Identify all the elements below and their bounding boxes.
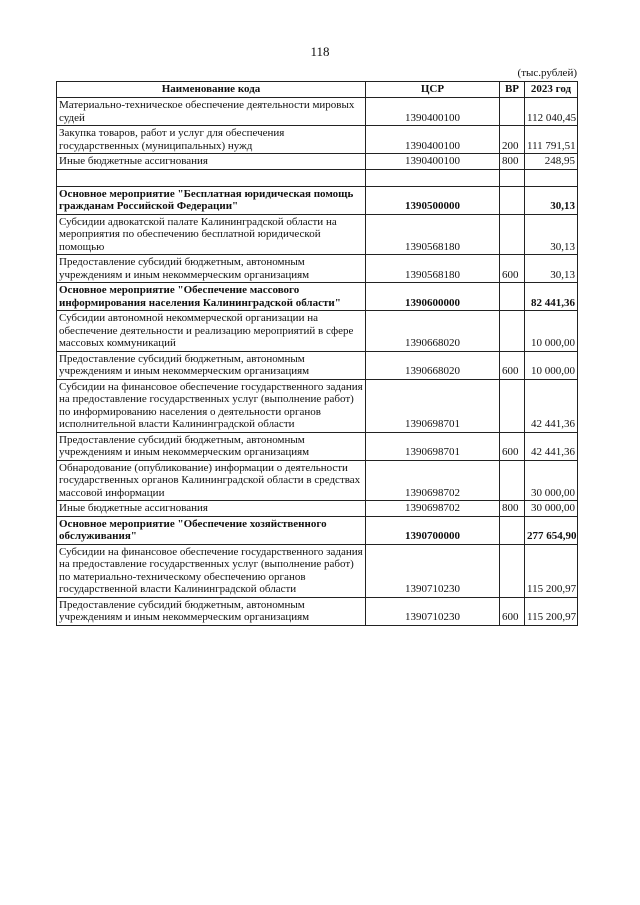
cell-vr [500, 214, 525, 255]
cell-vr: 200 [500, 126, 525, 154]
cell-csr: 1390668020 [366, 351, 500, 379]
cell-amount: 82 441,36 [525, 283, 578, 311]
cell-csr: 1390698702 [366, 501, 500, 517]
cell-name: Обнародование (опубликование) информации о деятельности государственных органов Калининградской области в средствах массовой информации [57, 460, 366, 501]
cell-name: Иные бюджетные ассигнования [57, 154, 366, 170]
cell-amount: 111 791,51 [525, 126, 578, 154]
table-row [57, 501, 578, 517]
cell-csr: 1390698701 [366, 379, 500, 432]
spacer-cell [57, 169, 366, 186]
cell-csr: 1390668020 [366, 311, 500, 352]
cell-vr: 800 [500, 154, 525, 170]
table-row [57, 283, 578, 311]
cell-name: Основное мероприятие "Обеспечение хозяйственного обслуживания" [57, 516, 366, 544]
cell-amount: 277 654,90 [525, 516, 578, 544]
table-row [57, 154, 578, 170]
table-row [57, 98, 578, 126]
cell-csr: 1390500000 [366, 186, 500, 214]
cell-name: Закупка товаров, работ и услуг для обеспечения государственных (муниципальных) нужд [57, 126, 366, 154]
header-amount: 2023 год [525, 82, 578, 98]
cell-amount: 10 000,00 [525, 351, 578, 379]
spacer-cell [500, 169, 525, 186]
page-number: 118 [310, 44, 330, 59]
cell-amount: 30,13 [525, 255, 578, 283]
cell-amount: 10 000,00 [525, 311, 578, 352]
cell-vr [500, 460, 525, 501]
cell-name: Предоставление субсидий бюджетным, автономным учреждениям и иным некоммерческим организациям [57, 255, 366, 283]
cell-name: Предоставление субсидий бюджетным, автономным учреждениям и иным некоммерческим организациям [57, 432, 366, 460]
table-row [57, 255, 578, 283]
cell-vr [500, 186, 525, 214]
cell-amount: 30,13 [525, 186, 578, 214]
cell-csr: 1390400100 [366, 98, 500, 126]
table-row [57, 126, 578, 154]
table-row [57, 311, 578, 352]
table-header-row [57, 82, 578, 98]
header-vr: ВР [500, 82, 525, 98]
cell-name: Основное мероприятие "Бесплатная юридическая помощь гражданам Российской Федерации" [57, 186, 366, 214]
table-row [57, 186, 578, 214]
cell-csr: 1390700000 [366, 516, 500, 544]
cell-name: Иные бюджетные ассигнования [57, 501, 366, 517]
table-row [57, 379, 578, 432]
cell-vr: 600 [500, 432, 525, 460]
cell-vr: 600 [500, 351, 525, 379]
cell-amount: 42 441,36 [525, 379, 578, 432]
table-row [57, 351, 578, 379]
table-row [57, 516, 578, 544]
table-row [57, 597, 578, 625]
cell-vr [500, 379, 525, 432]
cell-vr [500, 544, 525, 597]
header-name: Наименование кода [57, 82, 366, 98]
cell-amount: 115 200,97 [525, 544, 578, 597]
cell-name: Субсидии автономной некоммерческой организации на обеспечение деятельности и реализацию мероприятий в сфере массовых коммуникаций [57, 311, 366, 352]
cell-amount: 248,95 [525, 154, 578, 170]
cell-csr: 1390710230 [366, 544, 500, 597]
cell-csr: 1390568180 [366, 255, 500, 283]
cell-csr: 1390698702 [366, 460, 500, 501]
cell-vr: 800 [500, 501, 525, 517]
table-row [57, 460, 578, 501]
cell-vr [500, 283, 525, 311]
cell-csr: 1390400100 [366, 154, 500, 170]
cell-csr: 1390710230 [366, 597, 500, 625]
cell-amount: 30,13 [525, 214, 578, 255]
table-row [57, 432, 578, 460]
cell-vr: 600 [500, 255, 525, 283]
cell-amount: 30 000,00 [525, 460, 578, 501]
header-csr: ЦСР [366, 82, 500, 98]
cell-csr: 1390698701 [366, 432, 500, 460]
cell-name: Предоставление субсидий бюджетным, автономным учреждениям и иным некоммерческим организациям [57, 351, 366, 379]
cell-vr: 600 [500, 597, 525, 625]
spacer-row [57, 169, 578, 186]
cell-name: Субсидии на финансовое обеспечение государственного задания на предоставление государственных услуг (выполнение работ) по материально-техническому обеспечению органов государственной власти Калининградской области [57, 544, 366, 597]
budget-table [56, 81, 578, 626]
cell-name: Основное мероприятие "Обеспечение массового информирования населения Калининградской области" [57, 283, 366, 311]
cell-amount: 30 000,00 [525, 501, 578, 517]
cell-vr [500, 311, 525, 352]
cell-csr: 1390400100 [366, 126, 500, 154]
cell-vr [500, 98, 525, 126]
table-row [57, 544, 578, 597]
cell-amount: 42 441,36 [525, 432, 578, 460]
cell-amount: 115 200,97 [525, 597, 578, 625]
cell-name: Субсидии адвокатской палате Калининградской области на мероприятия по обеспечению бесплатной юридической помощью [57, 214, 366, 255]
cell-name: Материально-техническое обеспечение деятельности мировых судей [57, 98, 366, 126]
cell-csr: 1390600000 [366, 283, 500, 311]
units-label: (тыс.рублей) [517, 67, 577, 79]
cell-vr [500, 516, 525, 544]
spacer-cell [366, 169, 500, 186]
cell-csr: 1390568180 [366, 214, 500, 255]
table-row [57, 214, 578, 255]
cell-name: Субсидии на финансовое обеспечение государственного задания на предоставление государственных услуг (выполнение работ) по информированию населения о деятельности органов исполнительной власти Калининградской области [57, 379, 366, 432]
cell-name: Предоставление субсидий бюджетным, автономным учреждениям и иным некоммерческим организациям [57, 597, 366, 625]
cell-amount: 112 040,45 [525, 98, 578, 126]
spacer-cell [525, 169, 578, 186]
